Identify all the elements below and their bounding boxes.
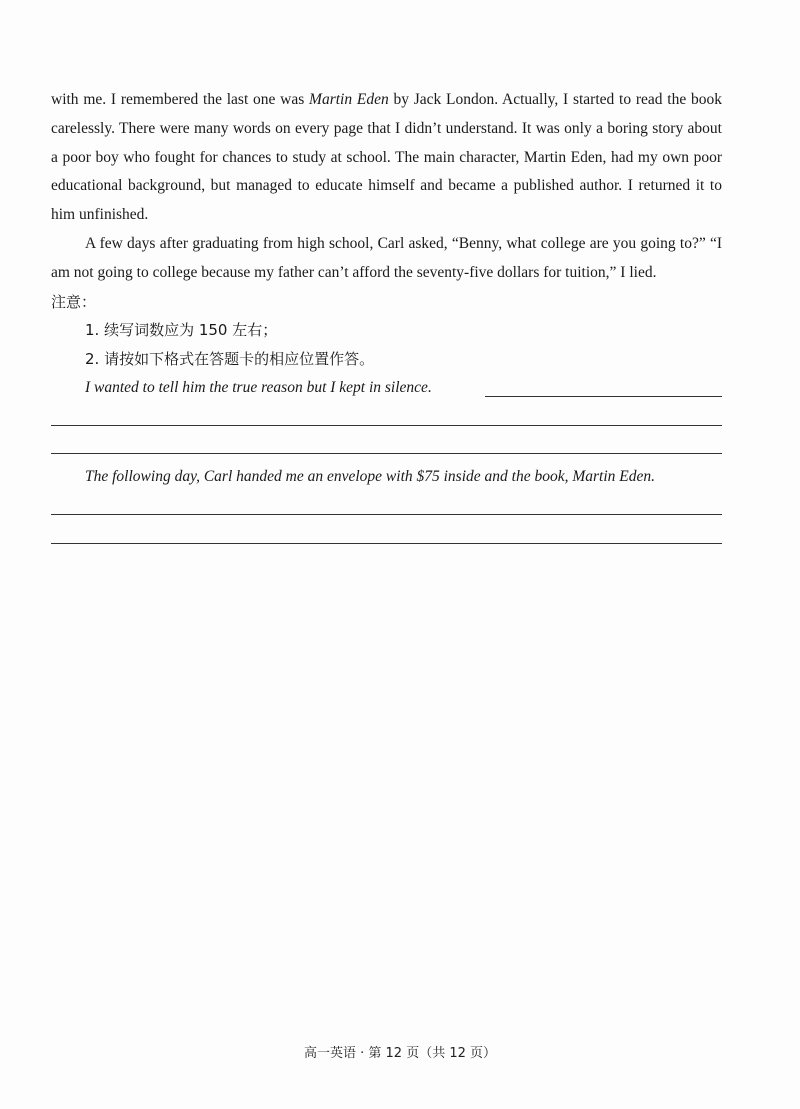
notes-title: 注意： xyxy=(51,292,97,311)
note-item-answer-format: 2. 请按如下格式在答题卡的相应位置作答。 xyxy=(85,350,375,369)
passage-paragraph-1 xyxy=(51,86,722,230)
answer-line[interactable] xyxy=(51,432,722,461)
page-footer: 高一英语 · 第 12 页（共 12 页） xyxy=(303,1046,496,1061)
passage-paragraph-1-part-2: by Jack London. Actually, I started to read the book carelessly. There were many words on every page that I didn’t understand. It was only a boring story about a poor boy who fought for chances to study at school. The main character, Martin Eden, had my own poor educational background, but managed to educate himself and became a published author. I returned it to him unfinished. xyxy=(51,91,722,224)
continuation-prompt-1-text: I wanted to tell him the true reason but I kept in silence. xyxy=(85,378,432,396)
book-title: Martin Eden xyxy=(309,91,389,108)
passage-paragraph-1-part-1: with me. I remembered the last one was xyxy=(51,91,310,108)
answer-line[interactable] xyxy=(51,521,722,550)
page-content xyxy=(51,86,722,550)
note-item-word-count: 1. 续写词数应为 150 左右； xyxy=(85,321,278,340)
continuation-prompt-2: The following day, Carl handed me an envelope with $75 inside and the book, Martin Eden. xyxy=(85,468,655,486)
answer-line[interactable] xyxy=(51,403,722,432)
answer-line-inline[interactable] xyxy=(485,396,722,397)
continuation-prompt-1 xyxy=(51,374,722,403)
passage-paragraph-2: A few days after graduating from high school, Carl asked, “Benny, what college are you going to?” “I am not going to college because my father can’t afford the seventy-five dollars for tuition,” I lied. xyxy=(51,234,722,281)
answer-line[interactable] xyxy=(51,492,722,521)
